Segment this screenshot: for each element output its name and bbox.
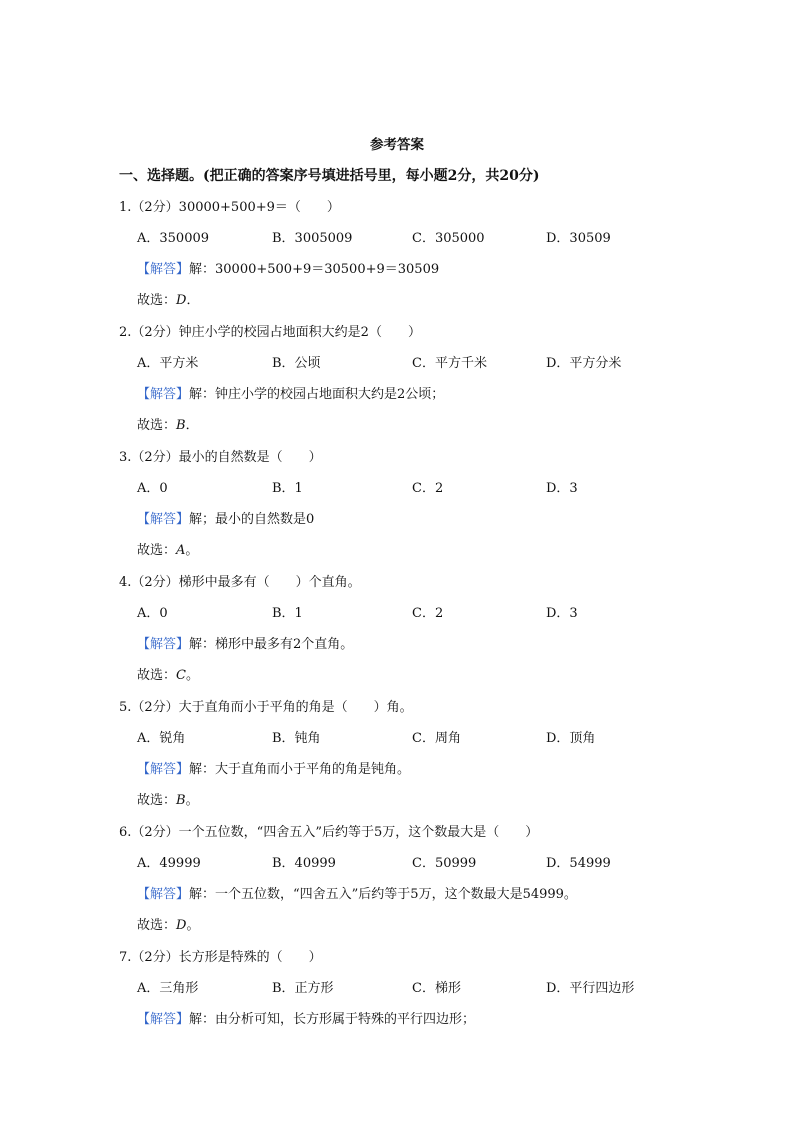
choice-end-mark: ． — [186, 293, 200, 308]
answer-option: D．54999 — [546, 856, 611, 871]
select-prefix: 故选： — [137, 293, 177, 308]
select-prefix: 故选： — [137, 418, 177, 433]
solution-text: 解：钟庄小学的校园占地面积大约是2公顷； — [189, 387, 445, 402]
select-prefix: 故选： — [137, 543, 177, 558]
answer-option: A．平方米 — [137, 356, 199, 371]
answer-explanation — [137, 258, 439, 277]
answer-option: D．平方分米 — [546, 356, 622, 371]
answer-tag: 【解答】 — [137, 762, 190, 777]
choice-letter: A — [176, 543, 186, 558]
question-stem: 6.（2分）一个五位数，“四舍五入”后约等于5万，这个数最大是（ ） — [119, 825, 539, 840]
question-stem: 1.（2分）30000+500+9＝（ ） — [119, 200, 340, 215]
solution-text: 解；最小的自然数是0 — [189, 512, 315, 527]
answer-explanation — [137, 1008, 475, 1027]
answer-tag: 【解答】 — [137, 512, 190, 527]
answer-option: C．50999 — [412, 856, 477, 871]
answer-option: A．锐角 — [137, 731, 186, 746]
answer-explanation — [137, 758, 410, 777]
answer-option: B．1 — [272, 481, 303, 496]
answer-option: B．公顷 — [272, 356, 321, 371]
choice-letter: D — [176, 918, 187, 933]
answer-explanation — [137, 633, 353, 652]
choice-letter: D — [176, 293, 187, 308]
solution-text: 解：大于直角而小于平角的角是钝角。 — [189, 762, 411, 777]
selected-answer — [137, 539, 198, 558]
question-stem: 3.（2分）最小的自然数是（ ） — [119, 450, 322, 465]
solution-text: 解：由分析可知，长方形属于特殊的平行四边形； — [189, 1012, 476, 1027]
answer-option: D．3 — [546, 606, 578, 621]
answer-option: A．0 — [137, 481, 168, 496]
answer-option: D．顶角 — [546, 731, 596, 746]
selected-answer — [137, 664, 199, 683]
select-prefix: 故选： — [137, 668, 177, 683]
page-title: 参考答案 — [370, 137, 424, 153]
choice-end-mark: ． — [185, 418, 199, 433]
choice-end-mark: 。 — [185, 543, 199, 558]
select-prefix: 故选： — [137, 793, 177, 808]
select-prefix: 故选： — [137, 918, 177, 933]
answer-tag: 【解答】 — [137, 1012, 190, 1027]
answer-option: B．正方形 — [272, 981, 334, 996]
answer-option: A．三角形 — [137, 981, 199, 996]
selected-answer — [137, 789, 199, 808]
answer-option: B．1 — [272, 606, 303, 621]
answer-option: C．平方千米 — [412, 356, 487, 371]
answer-option: D．平行四边形 — [546, 981, 635, 996]
choice-letter: B — [176, 793, 186, 808]
answer-option: A．350009 — [137, 231, 210, 246]
answer-option: D．3 — [546, 481, 578, 496]
question-stem: 2.（2分）钟庄小学的校园占地面积大约是2（ ） — [119, 325, 421, 340]
answer-tag: 【解答】 — [137, 387, 190, 402]
answer-explanation — [137, 508, 314, 527]
choice-end-mark: 。 — [185, 793, 199, 808]
selected-answer — [137, 289, 199, 308]
answer-option: A．0 — [137, 606, 168, 621]
answer-tag: 【解答】 — [137, 262, 190, 277]
answer-option: C．2 — [412, 606, 444, 621]
answer-option: C．305000 — [412, 231, 485, 246]
choice-end-mark: 。 — [185, 668, 199, 683]
answer-option: A．49999 — [137, 856, 201, 871]
solution-text: 解：梯形中最多有2个直角。 — [189, 637, 354, 652]
answer-option: C．梯形 — [412, 981, 461, 996]
choice-end-mark: 。 — [186, 918, 200, 933]
answer-option: C．周角 — [412, 731, 461, 746]
choice-letter: B — [176, 418, 186, 433]
solution-text: 解：30000+500+9＝30500+9＝30509 — [189, 262, 440, 277]
answer-option: B．3005009 — [272, 231, 353, 246]
solution-text: 解：一个五位数，“四舍五入”后约等于5万，这个数最大是54999。 — [189, 887, 577, 902]
answer-option: B．40999 — [272, 856, 336, 871]
selected-answer — [137, 914, 199, 933]
answer-option: B．钝角 — [272, 731, 321, 746]
selected-answer — [137, 414, 199, 433]
question-stem: 4.（2分）梯形中最多有（ ）个直角。 — [119, 575, 361, 590]
answer-tag: 【解答】 — [137, 637, 190, 652]
section-heading: 一、选择题。(把正确的答案序号填进括号里，每小题2分，共20分) — [119, 168, 540, 184]
question-stem: 7.（2分）长方形是特殊的（ ） — [119, 950, 322, 965]
answer-explanation — [137, 383, 444, 402]
answer-explanation — [137, 883, 577, 902]
choice-letter: C — [176, 668, 186, 683]
answer-option: D．30509 — [546, 231, 611, 246]
answer-option: C．2 — [412, 481, 444, 496]
answer-tag: 【解答】 — [137, 887, 190, 902]
question-stem: 5.（2分）大于直角而小于平角的角是（ ）角。 — [119, 700, 413, 715]
